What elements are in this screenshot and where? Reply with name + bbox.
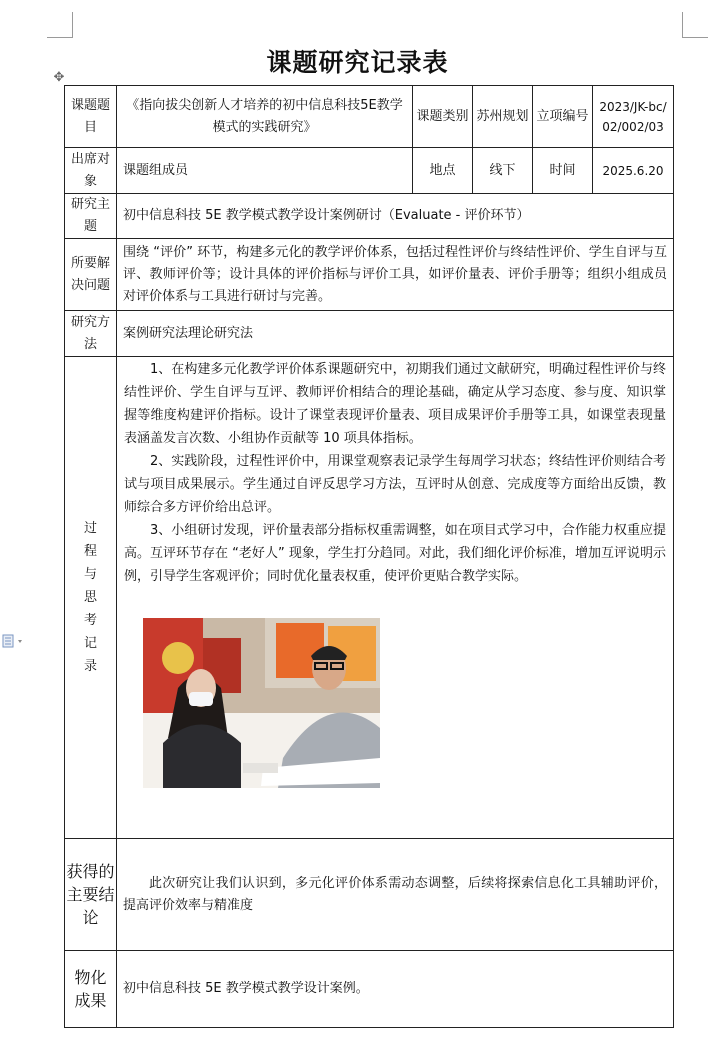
number-label: 立项编号 — [533, 86, 593, 148]
process-label: 过程与思考记录 — [65, 357, 117, 839]
theme-label: 研究主题 — [65, 194, 117, 239]
method-value[interactable]: 案例研究法理论研究法 — [117, 311, 674, 357]
conclusion-value[interactable]: 此次研究让我们认识到，多元化评价体系需动态调整，后续将探索信息化工具辅助评价，提高评价效率与精准度 — [117, 839, 674, 951]
process-paragraph-1: 1、在构建多元化教学评价体系课题研究中，初期我们通过文献研究，明确过程性评价与终结性评价、学生自评与互评、教师评价相结合的理论基础，确定从学习态度、参与度、知识掌握等维度构建评价指标。设计了课堂表现评价量表、项目成果评价手册等工具，如课堂表现量表涵盖发言次数、小组协作贡献等 10 项具体指标。 — [124, 362, 666, 446]
topic-label: 课题题目 — [65, 86, 117, 148]
category-value[interactable]: 苏州规划 — [473, 86, 533, 148]
place-label: 地点 — [413, 148, 473, 194]
table-row — [65, 239, 674, 311]
table-row — [65, 194, 674, 239]
meeting-photo[interactable] — [143, 618, 380, 788]
problems-label: 所要解决问题 — [65, 239, 117, 311]
topic-value[interactable]: 《指向拔尖创新人才培养的初中信息科技5E教学模式的实践研究》 — [117, 86, 413, 148]
table-move-handle-icon[interactable]: ✥ — [53, 70, 65, 85]
meeting-photo-image — [143, 618, 380, 788]
table-row — [65, 148, 674, 194]
record-table — [64, 85, 674, 1028]
method-label: 研究方法 — [65, 311, 117, 357]
outcome-value[interactable]: 初中信息科技 5E 教学模式教学设计案例。 — [117, 951, 674, 1028]
process-paragraph-3: 3、小组研讨发现，评价量表部分指标权重需调整，如在项目式学习中，合作能力权重应提高。互评环节存在 “老好人” 现象，学生打分趋同。对此，我们细化评价标准，增加互评说明示例，引导学生客观评价；同时优化量表权重，使评价更贴合教学实际。 — [124, 523, 666, 584]
time-label: 时间 — [533, 148, 593, 194]
page-corner-mark-top-right — [682, 12, 708, 38]
time-value[interactable]: 2025.6.20 — [593, 148, 674, 194]
paragraph-options-icon[interactable] — [1, 634, 27, 648]
table-row — [65, 357, 674, 839]
table-row — [65, 311, 674, 357]
problems-value[interactable]: 围绕 “评价” 环节，构建多元化的教学评价体系，包括过程性评价与终结性评价、学生自评与互评、教师评价等；设计具体的评价指标与评价工具，如评价量表、评价手册等；组织小组成员对评价体系与工具进行研讨与完善。 — [117, 239, 674, 311]
attendees-label: 出席对象 — [65, 148, 117, 194]
table-row — [65, 951, 674, 1028]
theme-value[interactable]: 初中信息科技 5E 教学模式教学设计案例研讨（Evaluate - 评价环节） — [117, 194, 674, 239]
table-row — [65, 86, 674, 148]
process-paragraph-2: 2、实践阶段，过程性评价中，用课堂观察表记录学生每周学习状态；终结性评价则结合考试与项目成果展示。学生通过自评反思学习方法，互评时从创意、完成度等方面给出反馈，教师综合多方评价给出总评。 — [124, 454, 666, 515]
outcome-label: 物化成果 — [65, 951, 117, 1028]
document-title: 课题研究记录表 — [266, 48, 449, 77]
table-row — [65, 839, 674, 951]
page-corner-mark-top-left — [47, 12, 73, 38]
category-label: 课题类别 — [413, 86, 473, 148]
place-value[interactable]: 线下 — [473, 148, 533, 194]
process-record-cell[interactable] — [117, 357, 674, 839]
number-value[interactable]: 2023/JK-bc/02/002/03 — [593, 86, 674, 148]
attendees-value[interactable]: 课题组成员 — [117, 148, 413, 194]
conclusion-label: 获得的主要结论 — [65, 839, 117, 951]
